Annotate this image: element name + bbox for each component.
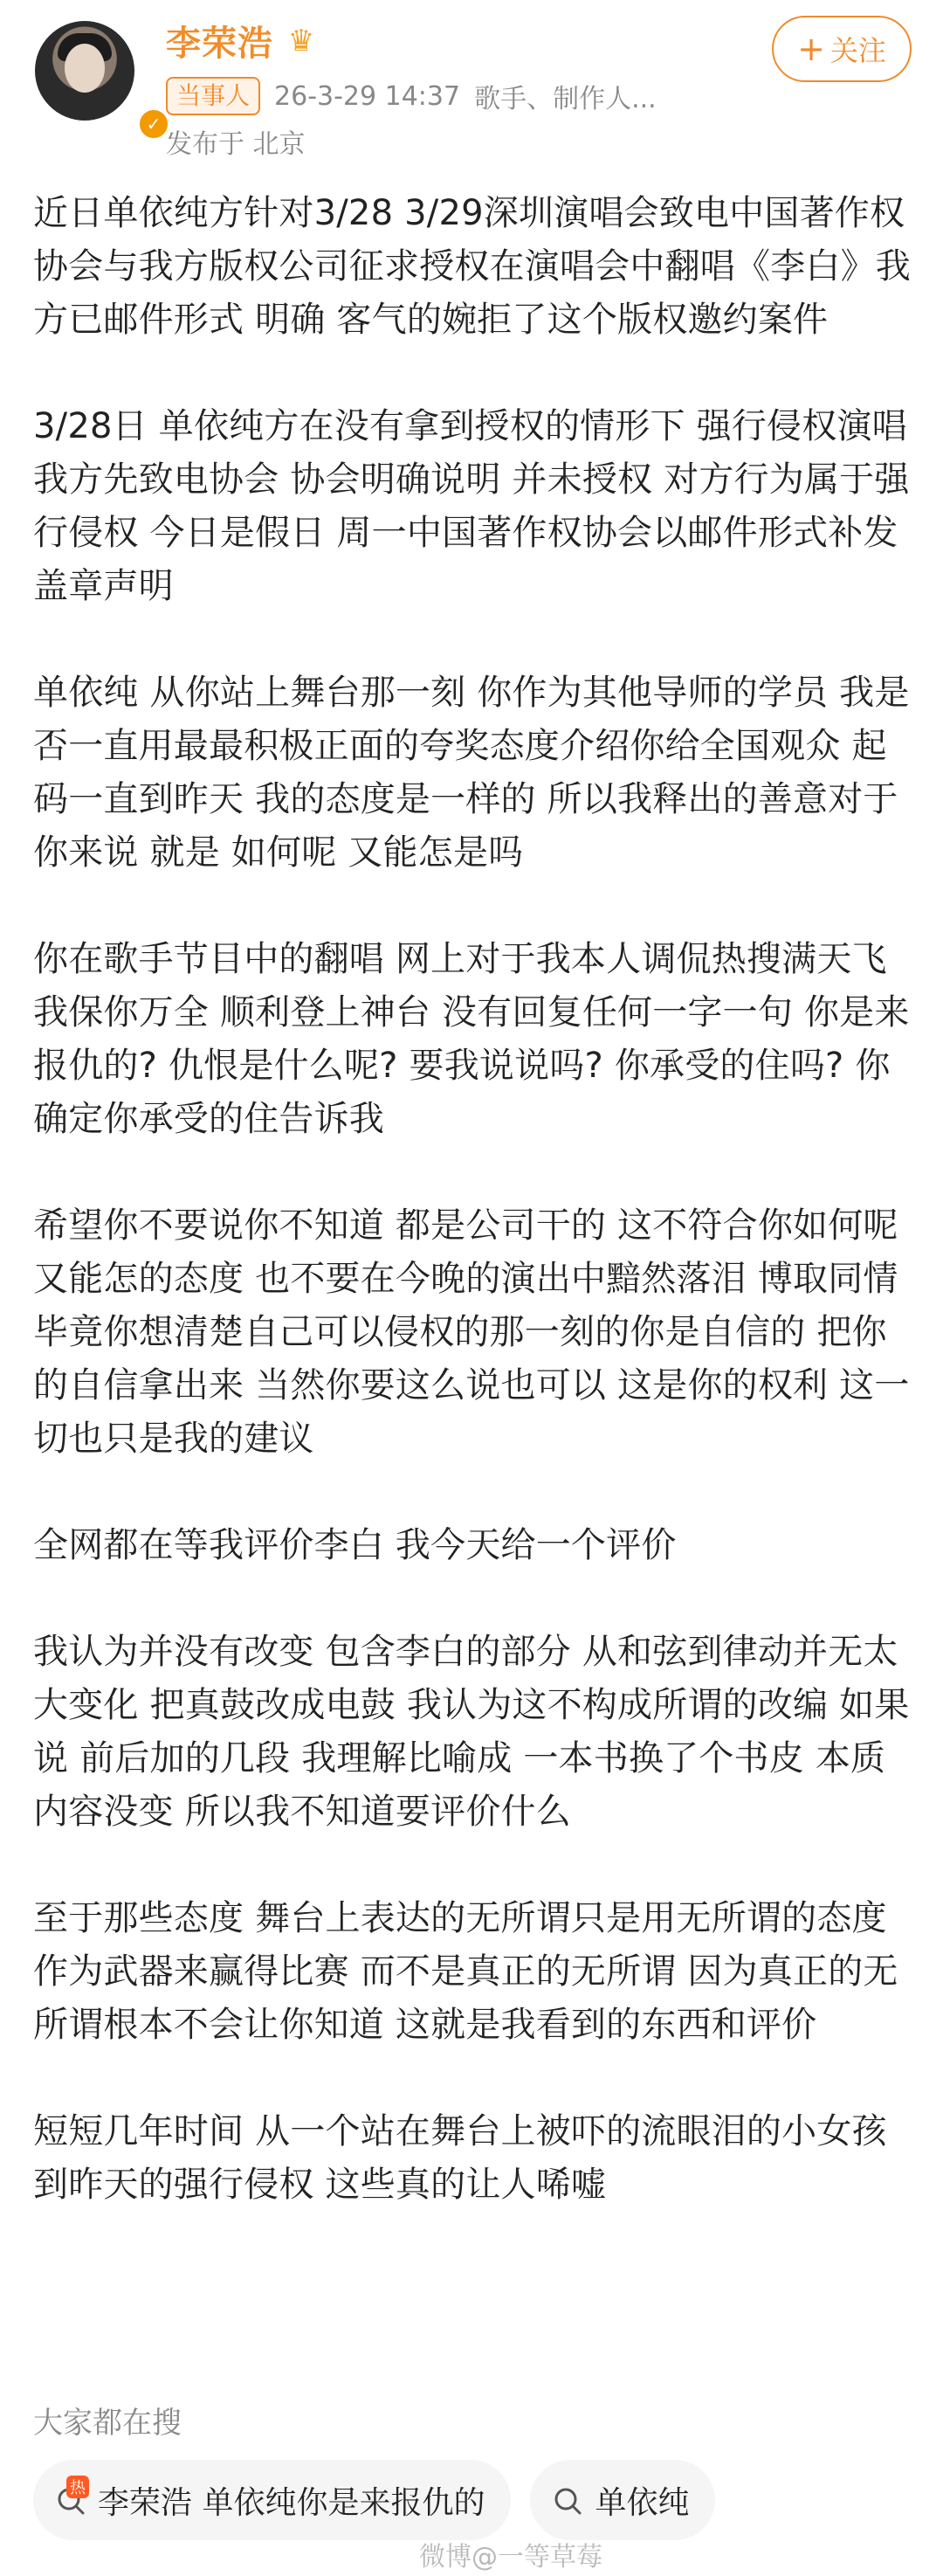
follow-button[interactable]: [772, 16, 912, 82]
post-paragraph: 希望你不要说你不知道 都是公司干的 这不符合你如何呢 又能怎的态度 也不要在今晚的演出中黯然落泪 博取同情 毕竟你想清楚自己可以侵权的那一刻的你是自信的 把你的自信拿出来 当然你要这么说也可以 这是你的权利 这一切也只是我的建议: [33, 1205, 910, 1459]
post-body: [33, 187, 915, 2212]
avatar-face: [65, 44, 105, 93]
post-paragraph: 你在歌手节目中的翻唱 网上对于我本人调侃热搜满天飞 我保你万全 顺利登上神台 没有回复任何一字一句 你是来报仇的? 仇恨是什么呢? 要我说说吗? 你承受的住吗? 你确定你承受的住告诉我: [33, 939, 910, 1139]
hot-tag: 热: [66, 2476, 89, 2498]
post-paragraph: 我认为并没有改变 包含李白的部分 从和弦到律动并无太大变化 把真鼓改成电鼓 我认为这不构成所谓的改编 如果说 前后加的几段 我理解比喻成 一本书换了个书皮 本质内容没变 所以我不知道要评价什么: [33, 1632, 910, 1832]
hot-search-icon: [54, 2479, 89, 2517]
post-timestamp: 26-3-29 14:37: [274, 80, 461, 112]
post-paragraph: 近日单依纯方针对3/28 3/29深圳演唱会致电中国著作权协会与我方版权公司征求授权在演唱会中翻唱《李白》我方已邮件形式 明确 客气的婉拒了这个版权邀约案件: [33, 193, 911, 340]
search-chip-hot[interactable]: [33, 2460, 511, 2540]
author-name[interactable]: 李荣浩: [166, 24, 273, 64]
plus-icon: +: [797, 30, 825, 68]
post-paragraph: 全网都在等我评价李白 我今天给一个评价: [33, 1525, 677, 1565]
post-paragraph: 3/28日 单依纯方在没有拿到授权的情形下 强行侵权演唱 我方先致电协会 协会明确说明 并未授权 对方行为属于强行侵权 今日是假日 周一中国著作权协会以邮件形式补发盖章声明: [33, 406, 910, 606]
avatar[interactable]: [35, 21, 162, 135]
role-badge: 当事人: [166, 77, 260, 115]
crown-icon: ♛: [287, 23, 315, 59]
trending-search-label: 大家都在搜: [33, 2406, 182, 2441]
author-row: [166, 16, 320, 66]
follow-label: 关注: [829, 34, 886, 67]
verified-v-icon: ✓: [136, 107, 171, 142]
search-icon: [551, 2483, 586, 2517]
search-chip[interactable]: [530, 2460, 715, 2540]
search-chip-text: 单依纯: [595, 2484, 690, 2521]
trending-search-chips: [33, 2460, 715, 2540]
post-meta: [166, 77, 657, 115]
author-description: 歌手、制作人...: [474, 84, 657, 114]
post-location: 发布于 北京: [166, 129, 306, 160]
post-paragraph: 至于那些态度 舞台上表达的无所谓只是用无所谓的态度作为武器来赢得比赛 而不是真正的无所谓 因为真正的无所谓根本不会让你知道 这就是我看到的东西和评价: [33, 1898, 898, 2045]
post-header: [0, 0, 943, 171]
watermark: 微博@一等草莓: [419, 2542, 602, 2573]
post-paragraph: 单依纯 从你站上舞台那一刻 你作为其他导师的学员 我是否一直用最最积极正面的夸奖态度介绍你给全国观众 起码一直到昨天 我的态度是一样的 所以我释出的善意对于你来说 就是 如何呢 又能怎是吗: [33, 673, 910, 873]
post-paragraph: 短短几年时间 从一个站在舞台上被吓的流眼泪的小女孩 到昨天的强行侵权 这些真的让人唏嘘: [33, 2111, 887, 2205]
search-chip-text: 李荣浩 单依纯你是来报仇的: [98, 2484, 485, 2521]
